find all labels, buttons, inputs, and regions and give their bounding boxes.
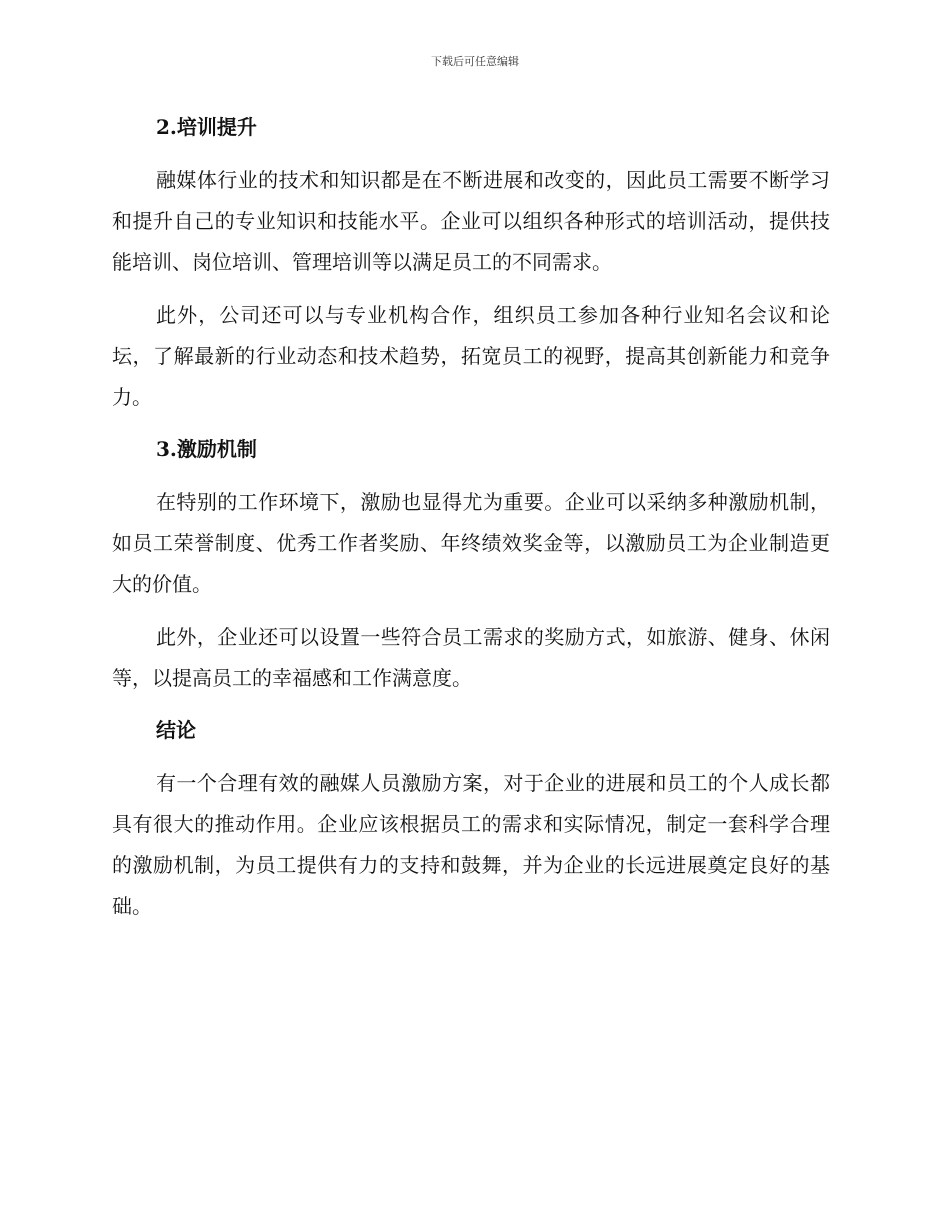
section-heading-incentive: 3.激励机制: [156, 437, 257, 461]
paragraph: 在特别的工作环境下，激励也显得尤为重要。企业可以采纳多种激励机制，如员工荣誉制度、优秀工作者奖励、年终绩效奖金等，以激励员工为企业制造更大的价值。: [112, 490, 830, 596]
paragraph: 有一个合理有效的融媒人员激励方案，对于企业的进展和员工的个人成长都具有很大的推动作用。企业应该根据员工的需求和实际情况，制定一套科学合理的激励机制，为员工提供有力的支持和鼓舞，并为企业的长远进展奠定良好的基础。: [112, 771, 830, 918]
section-heading-conclusion: 结论: [156, 718, 196, 742]
section-heading-training: 2.培训提升: [156, 115, 257, 139]
paragraph: 此外，企业还可以设置一些符合员工需求的奖励方式，如旅游、健身、休闲等，以提高员工的幸福感和工作满意度。: [112, 625, 830, 690]
document-body: [112, 108, 830, 927]
paragraph: 此外，公司还可以与专业机构合作，组织员工参加各种行业知名会议和论坛，了解最新的行业动态和技术趋势，拓宽员工的视野，提高其创新能力和竞争力。: [112, 303, 830, 409]
paragraph: 融媒体行业的技术和知识都是在不断进展和改变的，因此员工需要不断学习和提升自己的专业知识和技能水平。企业可以组织各种形式的培训活动，提供技能培训、岗位培训、管理培训等以满足员工的不同需求。: [112, 168, 830, 274]
page-header: 下载后可任意编辑: [431, 55, 519, 68]
